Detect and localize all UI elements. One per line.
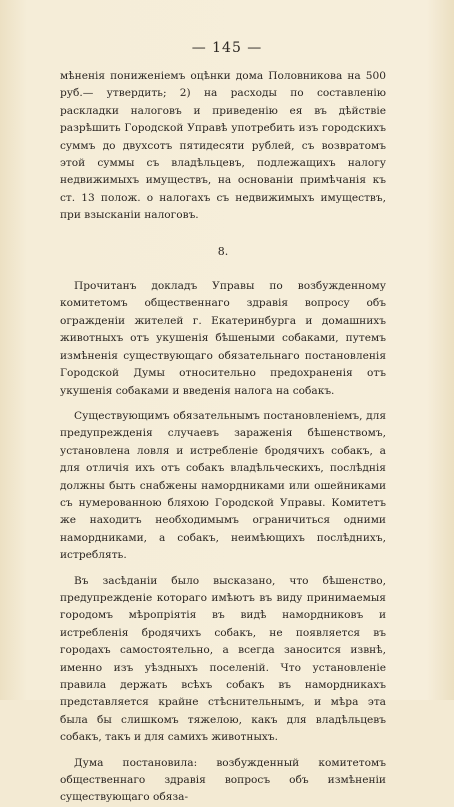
section-number: 8.: [217, 244, 229, 258]
paragraph: Дума постановила: возбужденный комитетомъ общественнаго здравія вопросъ объ измѣненіи существующаго обяза-: [60, 756, 386, 804]
paragraph: Въ засѣданіи было высказано, что бѣшенство, предупрежденіе котораго имѣютъ въ виду принимаемыя городомъ мѣропріятія въ видѣ намордниковъ и истребленія бродячихъ собакъ, не появляется въ городахъ самостоятельно, а всегда заносится извнѣ, именно изъ уѣздныхъ поселеній. Что установленіе правила держать всѣхъ собакъ въ намордникахъ представляется крайне стѣснительнымъ, и мѣра эта была бы слишкомъ тяжелою, какъ для владѣльцевъ собакъ, такъ и для самихъ животныхъ.: [60, 574, 386, 744]
body-text: [60, 68, 386, 807]
paragraph: Прочитанъ докладъ Управы по возбужденному комитетомъ общественнаго здравія вопросу объ огражденіи жителей г. Екатеринбурга и домашнихъ животныхъ отъ укушенія бѣшеными собаками, путемъ измѣненія существующаго обязательнаго постановленія Городской Думы относительно предохраненія отъ укушенія собаками и введенія налога на собакъ.: [60, 280, 386, 397]
page-number: — 145 —: [191, 40, 263, 56]
paragraph: Существующимъ обязательнымъ постановленіемъ, для предупрежденія случаевъ зараженія бѣшенствомъ, установлена ловля и истребленіе бродячихъ собакъ, а для отличія ихъ отъ собакъ владѣльческихъ, послѣднія должны быть снабжены намордниками или ошейниками съ нумерованною бляхою Городской Управы. Комитетъ же находитъ необходимымъ ограничиться одними намордниками, а собакъ, неимѣющихъ послѣднихъ, истреблять.: [60, 409, 386, 562]
paragraph-continued: мѣненія пониженіемъ оцѣнки дома Половникова на 500 руб.— утвердить; 2) на расходы по составленію раскладки налоговъ и приведенію ея въ дѣйствіе разрѣшить Городской Управѣ употребить изъ городскихъ суммъ до двухсотъ пятидесяти рублей, съ возвратомъ этой суммы съ владѣльцевъ, подлежащихъ налогу недвижимыхъ имуществъ, на основаніи примѣчанія къ ст. 13 полож. о налогахъ съ недвижимыхъ имуществъ, при взысканіи налоговъ.: [60, 70, 386, 222]
